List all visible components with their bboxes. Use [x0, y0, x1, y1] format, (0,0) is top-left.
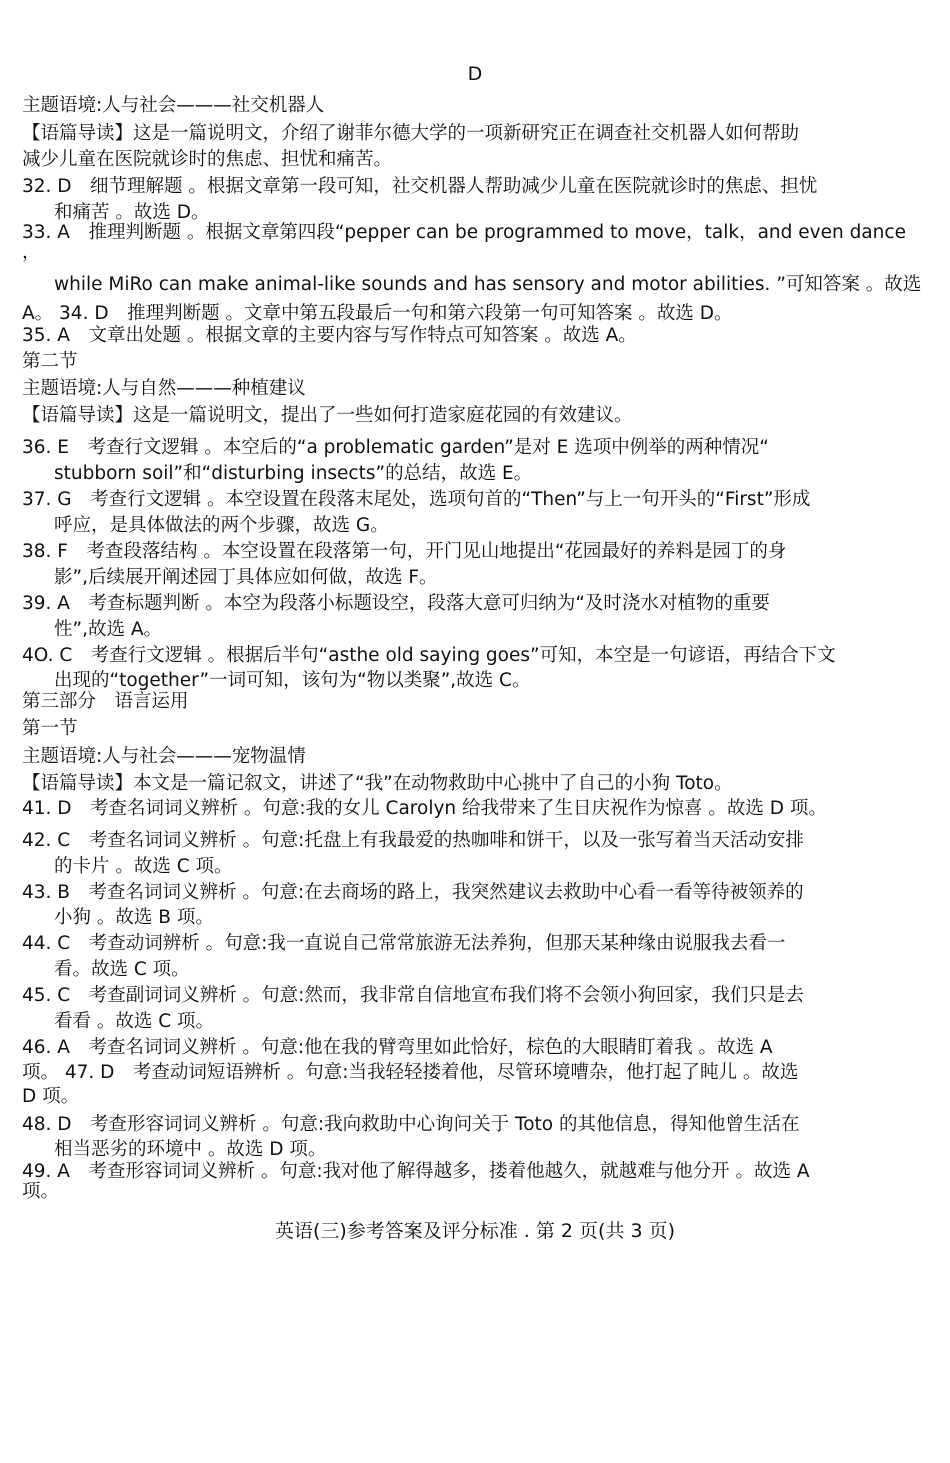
text-line: 41. D 考查名词词义辨析 。句意:我的女儿 Carolyn 给我带来了生日庆祝作为惊喜 。故选 D 项。	[22, 798, 827, 819]
text-line: 48. D 考查形容词词义辨析 。句意:我向救助中心询问关于 Toto 的其他信息，得知他曾生活在	[22, 1114, 800, 1135]
text-line: 33. A 推理判断题 。根据文章第四段“pepper can be programmed to move，talk，and even dance	[22, 222, 906, 243]
text-line: 第一节	[22, 718, 78, 739]
text-line: A。 34. D 推理判断题 。文章中第五段最后一句和第六段第一句可知答案 。故选 D。	[22, 303, 733, 324]
text-line: 46. A 考查名词词义辨析 。句意:他在我的臂弯里如此恰好，棕色的大眼睛盯着我 。故选 A	[22, 1037, 773, 1058]
text-line: 相当恶劣的环境中 。故选 D 项。	[54, 1139, 327, 1160]
text-line: 看。故选 C 项。	[54, 959, 190, 980]
page-footer: 英语(三)参考答案及评分标准 . 第 2 页(共 3 页)	[274, 1220, 676, 1242]
text-line: while MiRo can make animal-like sounds and has sensory and motor abilities. ”可知答案 。故选	[54, 274, 922, 295]
text-line: 项。	[22, 1181, 60, 1202]
text-line: 37. G 考查行文逻辑 。本空设置在段落末尾处，选项句首的“Then”与上一句开头的“First”形成	[22, 489, 811, 510]
text-line: 小狗 。故选 B 项。	[54, 907, 214, 928]
text-line: 【语篇导读】这是一篇说明文，介绍了谢菲尔德大学的一项新研究正在调查社交机器人如何帮助	[22, 123, 800, 144]
text-line: 【语篇导读】这是一篇说明文，提出了一些如何打造家庭花园的有效建议。	[22, 405, 633, 426]
text-line: 39. A 考查标题判断 。本空为段落小标题设空，段落大意可归纳为“及时浇水对植物的重要	[22, 593, 770, 614]
text-line: 减少儿童在医院就诊时的焦虑、担忧和痛苦。	[22, 149, 393, 170]
text-line: 看看 。故选 C 项。	[54, 1011, 215, 1032]
text-line: 影”,后续展开阐述园丁具体应如何做，故选 F。	[54, 567, 438, 588]
text-line: 35. A 文章出处题 。根据文章的主要内容与写作特点可知答案 。故选 A。	[22, 325, 637, 346]
section-letter: D	[467, 63, 483, 85]
text-line: ，	[22, 242, 41, 263]
text-line: 主题语境:人与社会———社交机器人	[22, 95, 325, 116]
text-line: 呼应，是具体做法的两个步骤，故选 G。	[54, 515, 389, 536]
text-line: 主题语境:人与社会———宠物温情	[22, 746, 306, 767]
text-line: 44. C 考查动词辨析 。句意:我一直说自己常常旅游无法养狗，但那天某种缘由说服我去看一	[22, 933, 786, 954]
text-line: 性”,故选 A。	[54, 619, 163, 640]
text-line: 【语篇导读】本文是一篇记叙文，讲述了“我”在动物救助中心挑中了自己的小狗 Toto。	[22, 773, 733, 794]
text-line: 42. C 考查名词词义辨析 。句意:托盘上有我最爱的热咖啡和饼干，以及一张写着当天活动安排	[22, 830, 804, 851]
text-line: 的卡片 。故选 C 项。	[54, 856, 233, 877]
text-line: 第三部分 语言运用	[22, 691, 189, 712]
text-line: D 项。	[22, 1086, 80, 1107]
text-line: 第二节	[22, 351, 78, 372]
text-line: 32. D 细节理解题 。根据文章第一段可知，社交机器人帮助减少儿童在医院就诊时的焦虑、担忧	[22, 176, 818, 197]
text-line: 和痛苦 。故选 D。	[54, 202, 210, 223]
text-line: 4O. C 考查行文逻辑 。根据后半句“asthe old saying goes”可知，本空是一句谚语，再结合下文	[22, 645, 836, 666]
text-line: 38. F 考查段落结构 。本空设置在段落第一句，开门见山地提出“花园最好的养料是园丁的身	[22, 541, 787, 562]
text-line: 主题语境:人与自然———种植建议	[22, 378, 306, 399]
text-line: 项。 47. D 考查动词短语辨析 。句意:当我轻轻搂着他，尽管环境嘈杂，他打起了盹儿 。故选	[22, 1062, 799, 1083]
text-line: 36. E 考查行文逻辑 。本空后的“a problematic garden”是对 E 选项中例举的两种情况“	[22, 437, 769, 458]
text-line: 49. A 考查形容词词义辨析 。句意:我对他了解得越多，搂着他越久，就越难与他分开 。故选 A	[22, 1161, 810, 1182]
text-line: 43. B 考查名词词义辨析 。句意:在去商场的路上，我突然建议去救助中心看一看等待被领养的	[22, 882, 804, 903]
text-line: 45. C 考查副词词义辨析 。句意:然而，我非常自信地宣布我们将不会领小狗回家，我们只是去	[22, 985, 804, 1006]
text-line: 出现的“together”一词可知，该句为“物以类聚”,故选 C。	[54, 670, 531, 691]
text-line: stubborn soil”和“disturbing insects”的总结，故选 E。	[54, 463, 533, 484]
